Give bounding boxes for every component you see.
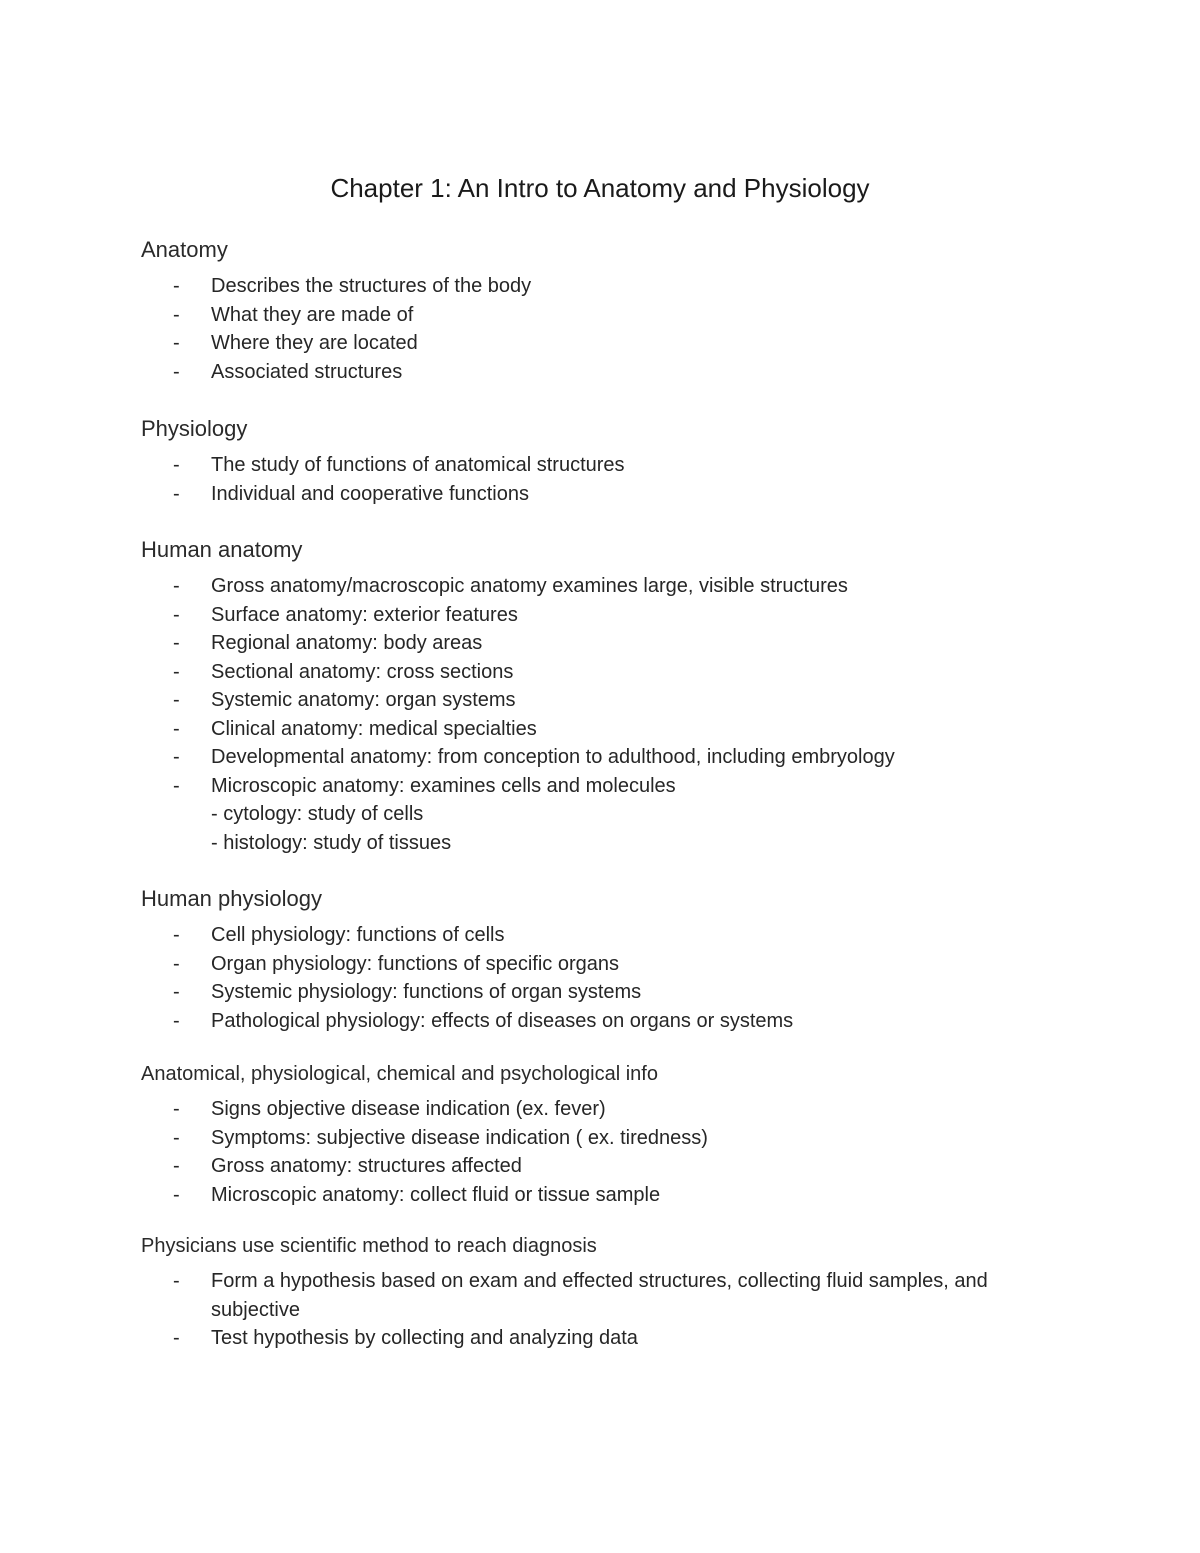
spacer [141, 1035, 1071, 1059]
list-item-text: Describes the structures of the body [211, 275, 532, 297]
sub-item: - histology: study of tissues [211, 831, 452, 854]
sub-item: - cytology: study of cells [211, 803, 424, 825]
bullet-dash: - [173, 275, 180, 297]
section-heading: Human anatomy [141, 537, 303, 562]
list-item-text: Sectional anatomy: cross sections [211, 660, 514, 683]
list-item [141, 1124, 1071, 1153]
bullet-dash: - [173, 981, 180, 1003]
bullet-dash: - [173, 360, 180, 383]
section-heading: Physicians use scientific method to reach diagnosis [141, 1235, 597, 1257]
bullet-dash: - [173, 774, 180, 797]
list-item-text: Systemic anatomy: organ systems [211, 689, 516, 711]
bullet-list [141, 1095, 1071, 1209]
bullet-dash: - [173, 660, 180, 683]
list-item [141, 950, 1071, 979]
list-item-text: Symptoms: subjective disease indication ( ex. tiredness) [211, 1126, 708, 1149]
section-heading: Anatomy [141, 237, 228, 262]
list-item [141, 451, 1071, 480]
list-item-text: Gross anatomy: structures affected [211, 1155, 522, 1177]
list-item [141, 743, 1071, 772]
list-item-text: Individual and cooperative functions [211, 482, 529, 505]
list-item-text: Organ physiology: functions of specific organs [211, 952, 619, 975]
list-item-text: Systemic physiology: functions of organ systems [211, 981, 642, 1003]
section-scientific-method [141, 1231, 1071, 1353]
bullet-list [141, 572, 1071, 800]
document-title: Chapter 1: An Intro to Anatomy and Physiology [330, 173, 870, 203]
list-item-text: Test hypothesis by collecting and analyzing data [211, 1327, 638, 1349]
list-item [141, 1267, 1071, 1324]
list-item [141, 572, 1071, 601]
bullet-dash: - [173, 1155, 180, 1177]
bullet-list [141, 921, 1071, 1035]
list-item-text: Developmental anatomy: from conception to adulthood, including embryology [211, 746, 895, 768]
section-clinical-info [141, 1059, 1071, 1209]
list-item [141, 480, 1071, 509]
list-item-text: The study of functions of anatomical structures [211, 454, 625, 476]
list-item-text: Where they are located [211, 332, 418, 354]
bullet-dash: - [173, 1126, 180, 1149]
bullet-dash: - [173, 1327, 180, 1349]
bullet-dash: - [173, 1270, 180, 1292]
list-item [141, 1152, 1071, 1181]
list-item [141, 272, 1071, 301]
list-item [141, 921, 1071, 950]
list-item [141, 715, 1071, 744]
spacer [141, 508, 1071, 534]
list-item-text: Clinical anatomy: medical specialties [211, 717, 537, 740]
section-heading: Anatomical, physiological, chemical and psychological info [141, 1063, 658, 1085]
section-human-physiology [141, 883, 1071, 1035]
list-item-text: Surface anatomy: exterior features [211, 603, 518, 626]
bullet-dash: - [173, 689, 180, 711]
list-item-text: Gross anatomy/macroscopic anatomy examines large, visible structures [211, 575, 848, 597]
list-item-text: Regional anatomy: body areas [211, 632, 483, 654]
bullet-dash: - [173, 632, 180, 654]
bullet-dash: - [173, 1183, 180, 1206]
bullet-dash: - [173, 482, 180, 505]
bullet-list [141, 272, 1071, 386]
bullet-dash: - [173, 1098, 180, 1120]
list-item [141, 658, 1071, 687]
list-item [141, 686, 1071, 715]
spacer [141, 857, 1071, 883]
list-item-text: Microscopic anatomy: examines cells and molecules [211, 774, 676, 797]
list-item-text: Signs objective disease indication (ex. fever) [211, 1098, 606, 1120]
bullet-dash: - [173, 717, 180, 740]
spacer [141, 386, 1071, 413]
bullet-dash: - [173, 952, 180, 975]
bullet-list [141, 1267, 1071, 1353]
section-heading: Human physiology [141, 886, 322, 911]
list-item [141, 978, 1071, 1007]
list-item-text: Cell physiology: functions of cells [211, 924, 505, 946]
bullet-dash: - [173, 454, 180, 476]
bullet-dash: - [173, 1009, 180, 1032]
bullet-dash: - [173, 924, 180, 946]
list-item [141, 1095, 1071, 1124]
section-human-anatomy [141, 534, 1071, 857]
list-item [141, 329, 1071, 358]
bullet-dash: - [173, 303, 180, 326]
list-item-text: What they are made of [211, 303, 414, 326]
list-item [141, 1324, 1071, 1353]
spacer [141, 1209, 1071, 1231]
list-item [141, 601, 1071, 630]
list-item [141, 358, 1071, 387]
document-body [141, 234, 1071, 1353]
list-item-text: Form a hypothesis based on exam and effected structures, collecting fluid samples, and subjective [211, 1270, 988, 1321]
list-item [141, 629, 1071, 658]
bullet-dash: - [173, 603, 180, 626]
section-anatomy [141, 234, 1071, 386]
bullet-dash: - [173, 746, 180, 768]
list-item [141, 772, 1071, 801]
section-heading: Physiology [141, 416, 248, 441]
list-item-text: Pathological physiology: effects of diseases on organs or systems [211, 1009, 794, 1032]
list-item [141, 1181, 1071, 1210]
list-item [141, 301, 1071, 330]
list-item-text: Associated structures [211, 360, 403, 383]
bullet-dash: - [173, 575, 180, 597]
list-item [141, 1007, 1071, 1036]
bullet-list [141, 451, 1071, 508]
section-physiology [141, 413, 1071, 508]
list-item-text: Microscopic anatomy: collect fluid or tissue sample [211, 1183, 661, 1206]
bullet-dash: - [173, 332, 180, 354]
